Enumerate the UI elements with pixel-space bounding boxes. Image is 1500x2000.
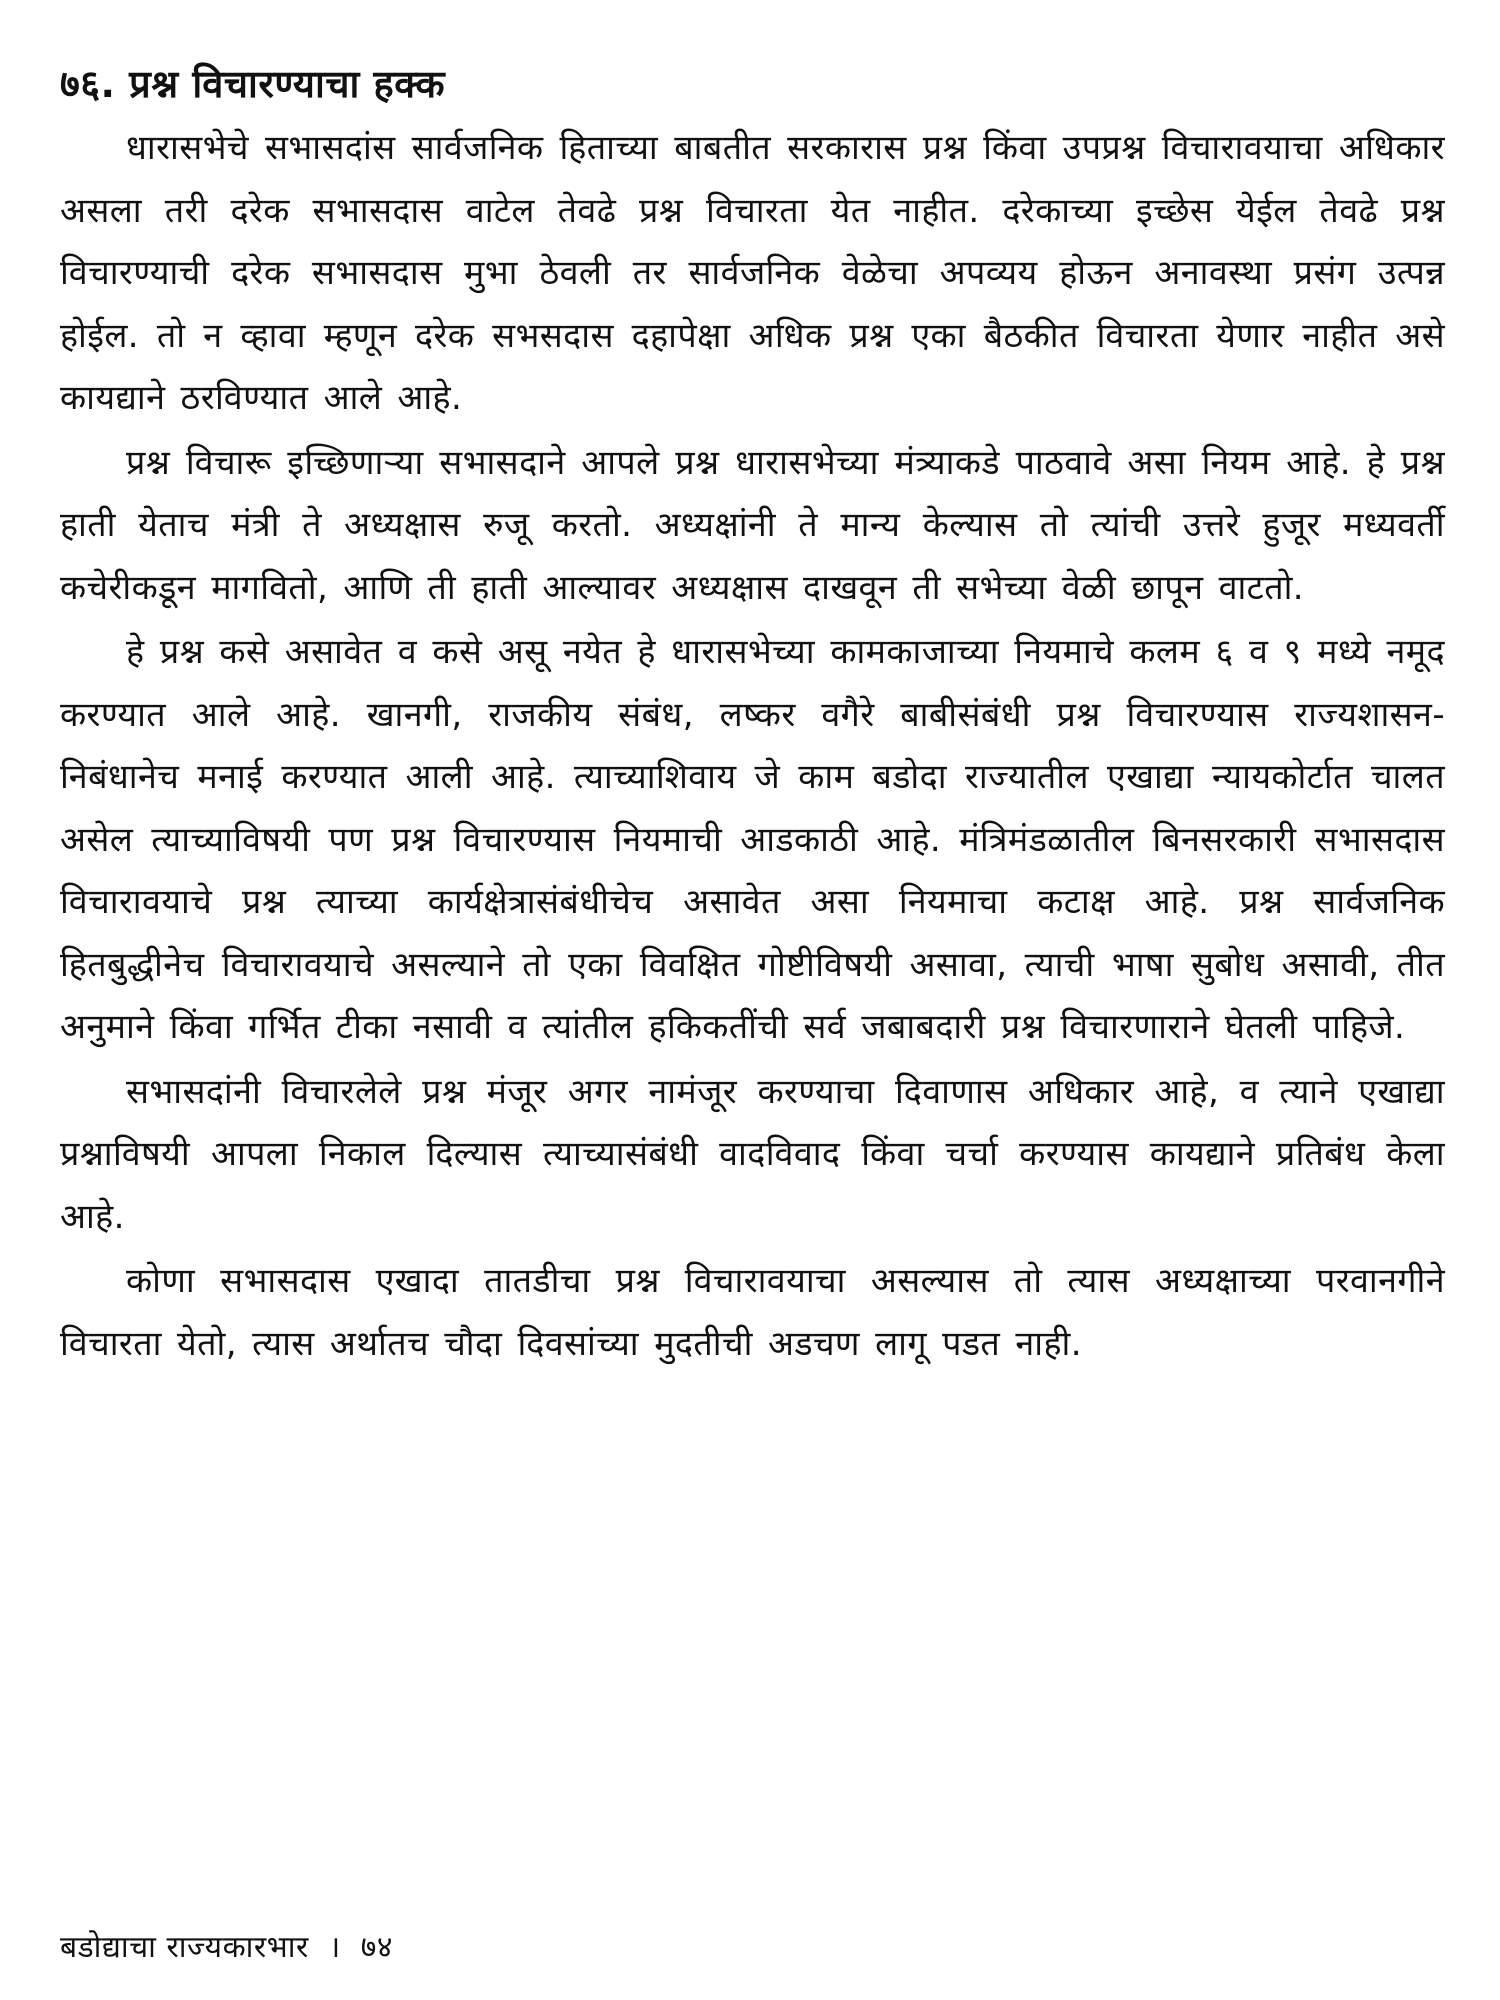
paragraph: सभासदांनी विचारलेले प्रश्न मंजूर अगर नामंजूर करण्याचा दिवाणास अधिकार आहे, व त्याने एखाद्या प्रश्नाविषयी आपला निकाल दिल्यास त्याच्यासंबंधी वादविवाद किंवा चर्चा करण्यास कायद्याने प्रतिबंध केला आहे. bbox=[60, 1071, 1445, 1237]
book-title: बडोद्याचा राज्यकारभार bbox=[60, 1930, 309, 1965]
paragraph: प्रश्न विचारू इच्छिणाऱ्या सभासदाने आपले प्रश्न धारासभेच्या मंत्र्याकडे पाठवावे असा नियम आहे. हे प्रश्न हाती येताच मंत्री ते अध्यक्षास रुजू करतो. अध्यक्षांनी ते मान्य केल्यास तो त्यांची उत्तरे हुजूर मध्यवर्ती कचेरीकडून मागवितो, आणि ती हाती आल्यावर अध्यक्षास दाखवून ती सभेच्या वेळी छापून वाटतो. bbox=[60, 442, 1445, 608]
paragraph: धारासभेचे सभासदांस सार्वजनिक हिताच्या बाबतीत सरकारास प्रश्न किंवा उपप्रश्न विचारावयाचा अधिकार असला तरी दरेक सभासदास वाटेल तेवढे प्रश्न विचारता येत नाहीत. दरेकाच्या इच्छेस येईल तेवढे प्रश्न विचारण्याची दरेक सभासदास मुभा ठेवली तर सार्वजनिक वेळेचा अपव्यय होऊन अनावस्था प्रसंग उत्पन्न होईल. तो न व्हावा म्हणून दरेक सभसदास दहापेक्षा अधिक प्रश्न एका बैठकीत विचारता येणार नाहीत असे कायद्याने ठरविण्यात आले आहे. bbox=[60, 128, 1445, 418]
page-number: ७४ bbox=[360, 1930, 393, 1965]
footer-separator: । bbox=[328, 1930, 341, 1965]
page-body bbox=[60, 55, 1445, 1955]
section-heading: ७६. प्रश्न विचारण्याचा हक्क bbox=[60, 62, 446, 106]
page-footer bbox=[60, 1928, 393, 1968]
paragraph: कोणा सभासदास एखादा तातडीचा प्रश्न विचारावयाचा असल्यास तो त्यास अध्यक्षाच्या परवानगीने विचारता येतो, त्यास अर्थातच चौदा दिवसांच्या मुदतीची अडचण लागू पडत नाही. bbox=[60, 1261, 1445, 1364]
paragraph: हे प्रश्न कसे असावेत व कसे असू नयेत हे धारासभेच्या कामकाजाच्या नियमाचे कलम ६ व ९ मध्ये नमूद करण्यात आले आहे. खानगी, राजकीय संबंध, लष्कर वगैरे बाबीसंबंधी प्रश्न विचारण्यास राज्यशासन-निबंधानेच मनाई करण्यात आली आहे. त्याच्याशिवाय जे काम बडोदा राज्यातील एखाद्या न्यायकोर्टात चालत असेल त्याच्याविषयी पण प्रश्न विचारण्यास नियमाची आडकाठी आहे. मंत्रिमंडळातील बिनसरकारी सभासदास विचारावयाचे प्रश्न त्याच्या कार्यक्षेत्रासंबंधीचेच असावेत असा नियमाचा कटाक्ष आहे. प्रश्न सार्वजनिक हितबुद्धीनेच विचारावयाचे असल्याने तो एका विवक्षित गोष्टीविषयी असावा, त्याची भाषा सुबोध असावी, तीत अनुमाने किंवा गर्भित टीका नसावी व त्यांतील हकिकतींची सर्व जबाबदारी प्रश्न विचारणाराने घेतली पाहिजे. bbox=[60, 632, 1445, 1047]
